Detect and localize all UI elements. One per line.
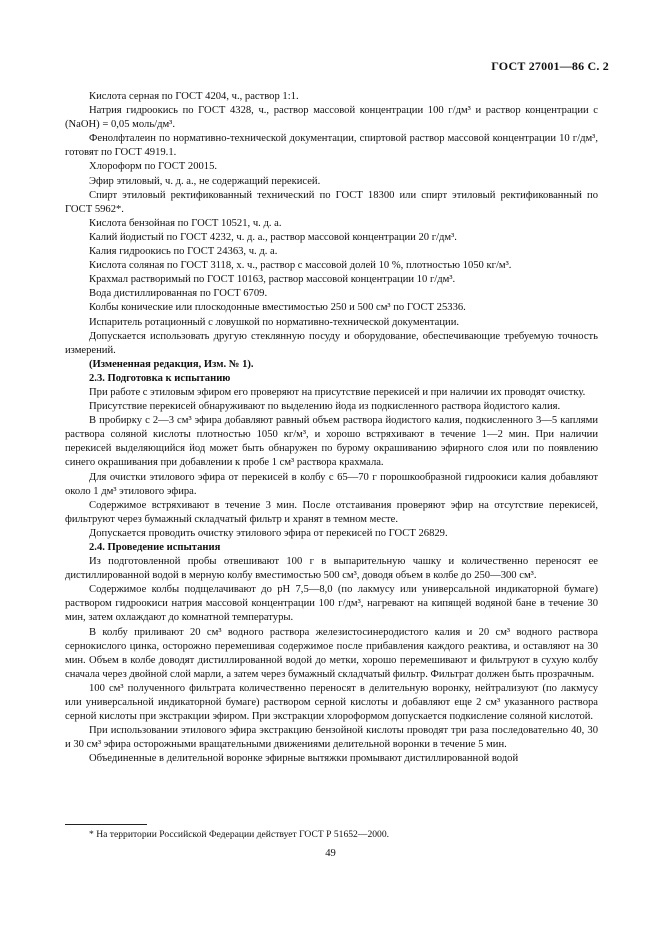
body-paragraph: В пробирку с 2—3 см³ эфира добавляют равный объем раствора йодистого калия, подкисленного 3—5 каплями раствора соляной кислоты плотностью 1050 кг/м³, и хорошо встряхивают в течение 1—2 мин. При наличии перекисей выделяющийся йод может быть обнаружен по бурому окрашиванию эфирного слоя или по появлению синего окрашивания при добавлении к пробе 1 см³ раствора крахмала. [65,415,598,469]
body-paragraph: Допускается проводить очистку этилового эфира от перекисей по ГОСТ 26829. [89,527,448,539]
body-paragraph: Кислота бензойная по ГОСТ 10521, ч. д. а. [89,217,282,229]
body-paragraph: Спирт этиловый ректификованный технический по ГОСТ 18300 или спирт этиловый ректификованный по ГОСТ 5962*. [65,189,598,215]
body-paragraph: В колбу приливают 20 см³ водного раствора железистосинеродистого калия и 20 см³ водного раствора сернокислого цинка, осторожно перемешивая содержимое после прибавления каждого реактива, и оставляют на 30 мин. Объем в колбе доводят дистиллированной водой до метки, хорошо перемешивают и фильтруют в сухую колбу сначала через двойной слой марли, а затем через бумажный складчатый фильтр. Фильтрат должен быть прозрачным. [65,626,598,680]
body-paragraph: Калий йодистый по ГОСТ 4232, ч. д. а., раствор массовой концентрации 20 г/дм³. [89,231,457,243]
body-paragraph: Присутствие перекисей обнаруживают по выделению йода из подкисленного раствора йодистого калия. [89,401,561,413]
body-paragraph: Кислота серная по ГОСТ 4204, ч., раствор 1:1. [89,91,299,102]
document-body [65,90,598,767]
body-paragraph: Содержимое встряхивают в течение 3 мин. После отстаивания проверяют эфир на отсутствие перекисей, фильтруют через бумажный складчатый фильтр и хранят в темном месте. [65,499,598,525]
body-paragraph: Крахмал растворимый по ГОСТ 10163, раствор массовой концентрации 10 г/дм³. [89,274,456,286]
body-paragraph: Кислота соляная по ГОСТ 3118, х. ч., раствор с массовой долей 10 %, плотностью 1050 кг/м³. [89,260,512,272]
body-paragraph: Эфир этиловый, ч. д. а., не содержащий перекисей. [89,175,321,187]
section-heading: 2.3. Подготовка к испытанию [89,372,231,384]
section-heading: (Измененная редакция, Изм. № 1). [89,358,254,370]
body-paragraph: Испаритель ротационный с ловушкой по нормативно-технической документации. [89,316,460,328]
body-paragraph: Допускается использовать другую стеклянную посуду и оборудование, обеспечивающие требуемую точность измерений. [65,330,598,356]
body-paragraph: 100 см³ полученного фильтрата количественно переносят в делительную воронку, нейтрализуют (по лакмусу или универсальной индикаторной бумаге) раствором серной кислоты и добавляют еще 2 см³ указанного раствора серной кислоты при экстракции эфиром. При экстракции хлороформом допускается подкисление соляной кислотой. [65,682,598,723]
body-paragraph: Для очистки этилового эфира от перекисей в колбу с 65—70 г порошкообразной гидроокиси калия добавляют около 1 дм³ этилового эфира. [65,471,598,497]
body-paragraph: Калия гидроокись по ГОСТ 24363, ч. д. а. [89,246,278,258]
body-paragraph: Хлороформ по ГОСТ 20015. [89,161,218,173]
body-paragraph: Фенолфталеин по нормативно-технической документации, спиртовой раствор массовой концентрации 10 г/дм³, готовят по ГОСТ 4919.1. [65,133,598,159]
body-paragraph: При работе с этиловым эфиром его проверяют на присутствие перекисей и при наличии их проводят очистку. [89,386,586,398]
page-header: ГОСТ 27001—86 С. 2 [491,59,609,73]
footnote: * На территории Российской Федерации действует ГОСТ Р 51652—2000. [89,829,390,840]
body-paragraph: Колбы конические или плоскодонные вместимостью 250 и 500 см³ по ГОСТ 25336. [89,302,466,314]
body-paragraph: Натрия гидроокись по ГОСТ 4328, ч., раствор массовой концентрации 100 г/дм³ и раствор концентрации c (NaOH) = 0,05 моль/дм³. [65,105,598,131]
body-paragraph: При использовании этилового эфира экстракцию бензойной кислоты проводят три раза последовательно 40, 30 и 30 см³ эфира осторожными вращательными движениями делительной воронки в течение 5 мин. [65,725,598,751]
footnote-divider [65,824,147,825]
page-number: 49 [325,848,336,859]
body-paragraph: Из подготовленной пробы отвешивают 100 г в выпарительную чашку и количественно переносят ее дистиллированной водой в мерную колбу вместимостью 500 см³, доводя объем в колбе до 250—300 см³. [65,556,598,582]
body-paragraph: Объединенные в делительной воронке эфирные вытяжки промывают дистиллированной водой [89,753,519,765]
body-paragraph: Содержимое колбы подщелачивают до pH 7,5—8,0 (по лакмусу или универсальной индикаторной бумаге) раствором гидроокиси натрия массовой концентрации 100 г/дм³, нагревают на кипящей водяной бане в течение 30 мин, затем охлаждают до комнатной температуры. [65,584,598,624]
body-paragraph: Вода дистиллированная по ГОСТ 6709. [89,288,268,300]
section-heading: 2.4. Проведение испытания [89,542,221,553]
